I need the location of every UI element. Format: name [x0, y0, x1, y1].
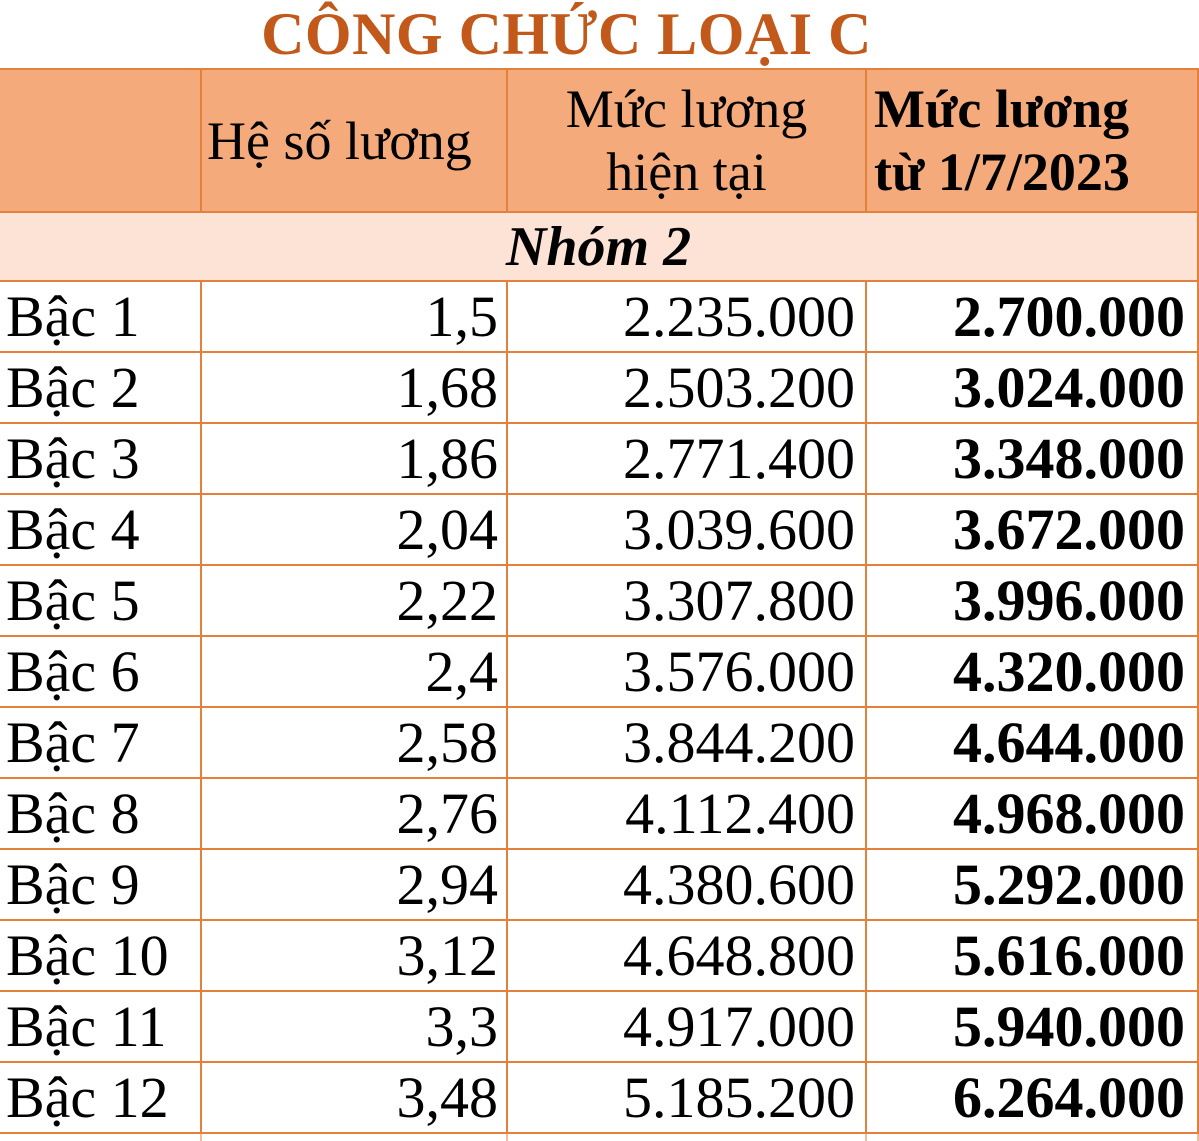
new-salary-value: 4.320.000 — [953, 638, 1185, 704]
new-salary-cell — [867, 1063, 1199, 1132]
table-header-row — [0, 68, 1199, 213]
table-body — [0, 282, 1199, 1134]
current-salary-value: 3.844.200 — [623, 709, 855, 775]
new-salary-value: 4.644.000 — [953, 709, 1185, 775]
new-salary-cell — [867, 850, 1199, 919]
current-salary-cell — [508, 282, 867, 351]
header-coefficient-label: Hệ số lương — [207, 110, 472, 171]
current-salary-value: 5.185.200 — [623, 1064, 855, 1130]
coefficient-value: 2,04 — [396, 496, 498, 562]
header-corner-cell — [0, 70, 202, 211]
table-row — [0, 708, 1199, 779]
new-salary-value: 3.672.000 — [953, 496, 1185, 562]
row-label: Bậc 6 — [6, 638, 140, 704]
coefficient-value: 2,58 — [396, 709, 498, 775]
coefficient-cell — [202, 637, 508, 706]
row-label-cell — [0, 637, 202, 706]
coefficient-cell — [202, 779, 508, 848]
new-salary-cell — [867, 779, 1199, 848]
coefficient-cell — [202, 708, 508, 777]
row-label: Bậc 4 — [6, 496, 140, 562]
coefficient-cell — [202, 921, 508, 990]
new-salary-value: 5.616.000 — [953, 922, 1185, 988]
row-label-cell — [0, 1063, 202, 1132]
header-current-salary-cell — [508, 70, 867, 211]
coefficient-cell — [202, 495, 508, 564]
current-salary-value: 2.503.200 — [623, 354, 855, 420]
new-salary-value: 5.292.000 — [953, 851, 1185, 917]
row-label: Bậc 10 — [6, 922, 169, 988]
coefficient-cell — [202, 850, 508, 919]
table-row — [0, 353, 1199, 424]
coefficient-cell — [202, 992, 508, 1061]
group-row — [0, 213, 1199, 282]
current-salary-cell — [508, 708, 867, 777]
current-salary-cell — [508, 566, 867, 635]
row-label-cell — [0, 566, 202, 635]
row-label-cell — [0, 353, 202, 422]
current-salary-value: 4.648.800 — [623, 922, 855, 988]
partial-cell — [867, 1134, 1199, 1141]
new-salary-cell — [867, 708, 1199, 777]
new-salary-cell — [867, 495, 1199, 564]
salary-table — [0, 68, 1199, 1141]
coefficient-cell — [202, 282, 508, 351]
current-salary-cell — [508, 850, 867, 919]
partial-cell — [508, 1134, 867, 1141]
new-salary-cell — [867, 921, 1199, 990]
new-salary-value: 3.996.000 — [953, 567, 1185, 633]
table-row — [0, 566, 1199, 637]
table-row — [0, 921, 1199, 992]
row-label: Bậc 7 — [6, 709, 140, 775]
row-label: Bậc 1 — [6, 283, 140, 349]
coefficient-cell — [202, 1063, 508, 1132]
header-new-salary-line2: từ 1/7/2023 — [874, 141, 1130, 202]
coefficient-value: 3,48 — [396, 1064, 498, 1130]
new-salary-cell — [867, 566, 1199, 635]
coefficient-cell — [202, 566, 508, 635]
group-label: Nhóm 2 — [505, 215, 692, 278]
new-salary-value: 3.348.000 — [953, 425, 1185, 491]
current-salary-value: 2.235.000 — [623, 283, 855, 349]
row-label-cell — [0, 708, 202, 777]
coefficient-value: 1,86 — [396, 425, 498, 491]
header-new-salary-cell — [867, 70, 1199, 211]
current-salary-cell — [508, 1063, 867, 1132]
current-salary-value: 3.039.600 — [623, 496, 855, 562]
coefficient-value: 3,3 — [425, 993, 498, 1059]
row-label: Bậc 3 — [6, 425, 140, 491]
coefficient-value: 3,12 — [396, 922, 498, 988]
current-salary-cell — [508, 921, 867, 990]
row-label-cell — [0, 424, 202, 493]
row-label: Bậc 5 — [6, 567, 140, 633]
coefficient-cell — [202, 424, 508, 493]
current-salary-cell — [508, 779, 867, 848]
table-row — [0, 424, 1199, 495]
row-label-cell — [0, 282, 202, 351]
table-row — [0, 637, 1199, 708]
new-salary-cell — [867, 424, 1199, 493]
new-salary-value: 6.264.000 — [953, 1064, 1185, 1130]
partial-cell — [202, 1134, 508, 1141]
current-salary-value: 4.380.600 — [623, 851, 855, 917]
row-label: Bậc 11 — [6, 993, 167, 1059]
coefficient-value: 2,94 — [396, 851, 498, 917]
header-current-salary-line2: hiện tại — [606, 141, 767, 202]
coefficient-value: 2,76 — [396, 780, 498, 846]
table-row — [0, 1063, 1199, 1134]
header-coefficient-cell — [202, 70, 508, 211]
row-label: Bậc 12 — [6, 1064, 169, 1130]
new-salary-value: 4.968.000 — [953, 780, 1185, 846]
current-salary-cell — [508, 353, 867, 422]
row-label-cell — [0, 850, 202, 919]
row-label-cell — [0, 495, 202, 564]
coefficient-value: 2,22 — [396, 567, 498, 633]
new-salary-cell — [867, 353, 1199, 422]
current-salary-value: 3.307.800 — [623, 567, 855, 633]
row-label: Bậc 8 — [6, 780, 140, 846]
table-row — [0, 992, 1199, 1063]
current-salary-value: 3.576.000 — [623, 638, 855, 704]
row-label-cell — [0, 779, 202, 848]
header-new-salary-line1: Mức lương — [874, 78, 1130, 139]
table-row — [0, 282, 1199, 353]
new-salary-cell — [867, 992, 1199, 1061]
new-salary-value: 5.940.000 — [953, 993, 1185, 1059]
table-row — [0, 495, 1199, 566]
row-label-cell — [0, 921, 202, 990]
current-salary-cell — [508, 495, 867, 564]
header-current-salary-line1: Mức lương — [565, 78, 808, 139]
new-salary-cell — [867, 637, 1199, 706]
row-label: Bậc 9 — [6, 851, 140, 917]
table-row — [0, 850, 1199, 921]
current-salary-value: 2.771.400 — [623, 425, 855, 491]
coefficient-value: 1,68 — [396, 354, 498, 420]
current-salary-cell — [508, 637, 867, 706]
new-salary-value: 3.024.000 — [953, 354, 1185, 420]
new-salary-value: 2.700.000 — [953, 283, 1185, 349]
coefficient-cell — [202, 353, 508, 422]
coefficient-value: 1,5 — [425, 283, 498, 349]
partial-next-row — [0, 1134, 1199, 1141]
row-label-cell — [0, 992, 202, 1061]
new-salary-cell — [867, 282, 1199, 351]
coefficient-value: 2,4 — [425, 638, 498, 704]
current-salary-value: 4.112.400 — [625, 780, 855, 846]
current-salary-value: 4.917.000 — [623, 993, 855, 1059]
partial-cell — [0, 1134, 202, 1141]
current-salary-cell — [508, 992, 867, 1061]
current-salary-cell — [508, 424, 867, 493]
row-label: Bậc 2 — [6, 354, 140, 420]
page-title: CÔNG CHỨC LOẠI C — [261, 0, 872, 67]
table-row — [0, 779, 1199, 850]
